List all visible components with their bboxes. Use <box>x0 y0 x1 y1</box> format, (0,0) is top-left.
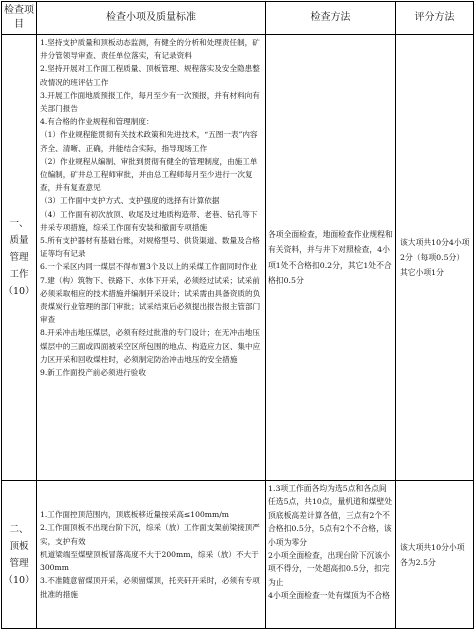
standard-item: 1.工作面控顶范围内，顶底板移近量按采高≤100mm/m <box>40 510 229 520</box>
method-item: 4小项全面检查一处有煤顶为不合格 <box>268 591 390 601</box>
standard-item: 1.坚持支护质量和顶板动态监测，有健全的分析和处理责任制，矿井分管领导审查、责任单位落实，有记录资料 <box>40 38 260 61</box>
header-score: 评分方法 <box>396 2 474 35</box>
table-row <box>2 35 474 481</box>
standard-item: （3）工作面中支护方式、支护强度的选择有计算依据 <box>40 196 220 206</box>
standard-item: 5.所有支护器材有基础台账，对规格型号、供货渠道、数量及合格证等均有记录 <box>40 236 260 259</box>
standard-item: 3.不准随意留煤顶开采，必须留煤顶，托夹矸开采时，必须有专项批准的措施 <box>40 576 260 599</box>
header-row <box>2 2 474 35</box>
standard-item: 2.坚持开展对工作面工程质量、顶板管理、规程落实及安全隐患整改情况的班评估工作 <box>40 64 260 87</box>
row-category: 一、 质量 管理 工作 （10） <box>2 35 37 481</box>
standard-item: 6.一个采区内同一煤层不得布置3个及以上的采煤工作面同时作业 <box>40 262 258 272</box>
score-item: 该大项共10分小项各为2.5分 <box>400 542 465 567</box>
score-item: 该大项共10分4小项2分（每项0.5分）其它小项1分 <box>400 238 470 277</box>
standard-item: （4）工作面有初次放顶、收尾及过地质构造带、老巷、钻孔等下井采专项措施，综采工作面有安装和撤面专项措施 <box>40 209 258 232</box>
standard-item: （2）作业规程从编制、审批到贯彻有健全的管理制度，由施工单位编制，矿井总工程师审批，并由总工程师每月至少进行一次复查，并有复查意见 <box>40 156 258 193</box>
inspection-table <box>1 1 474 629</box>
standard-item: 9.新工作面投产前必须进行验收 <box>40 368 146 378</box>
method-item: 2小项全面检查，出现台阶下沉该小项不得分，一处超高扣0.5分，扣完为止 <box>268 551 390 587</box>
row-method <box>266 481 396 629</box>
method-item: 1.3项工作面各均为选5点和各点间任选5点，共10点，量机道和煤壁处顶底板高差计算各值，三点有2个不合格扣0.5分，5点有2个不合格，该小项为零分 <box>268 484 393 547</box>
standard-item: （1）作业规程能贯彻有关技术政策和先进技术，“五图一表”内容齐全、清晰、正确，并能结合实际，指导现场工作 <box>40 130 258 153</box>
row-method <box>266 35 396 481</box>
row-standards <box>37 35 266 481</box>
method-item: 各项全面检查，地面检查作业规程和有关资料，并与井下对照检查，4小项1处不合格扣0.2分，其它1处不合格扣0.5分 <box>268 229 393 285</box>
standard-item: 8.开采冲击地压煤层，必须有经过批准的专门设计；在无冲击地压煤层中的三面或四面被采空区所包围的地点、构造应力区、集中应力区开采和回收煤柱时，必须制定防治冲击地压的安全措施 <box>40 328 261 364</box>
header-method: 检查方法 <box>266 2 396 35</box>
standard-item: 机道梁端至煤壁顶板冒落高度不大于200mm，综采（放）不大于300mm <box>40 549 259 573</box>
row-score <box>396 35 474 481</box>
row-category: 二、 顶板 管理 （10） <box>2 481 37 629</box>
standard-item: 2.工作面顶板不出现台阶下沉，综采（放）工作面支架前梁接顶严实，支护有效 <box>40 523 260 546</box>
standard-item: 3.开展工作面地质预报工作，每月至少有一次预报，并有材料向有关部门报告 <box>40 90 260 114</box>
standard-item: 7.建（构）筑物下、铁路下、水体下开采，必须经过试采；试采前必须采取相应的技术措施并编制开采设计；试采需由具备资质的负责煤炭行业管理的部门审批；试采结束后必须提出报告报主管部门审查 <box>40 275 261 325</box>
table-row <box>2 481 474 629</box>
standard-item: 4.有合格的作业规程和管理制度： <box>40 117 154 127</box>
row-score <box>396 481 474 629</box>
header-standard: 检查小项及质量标准 <box>37 2 266 35</box>
header-item: 检查项目 <box>2 2 37 35</box>
row-standards <box>37 481 266 629</box>
